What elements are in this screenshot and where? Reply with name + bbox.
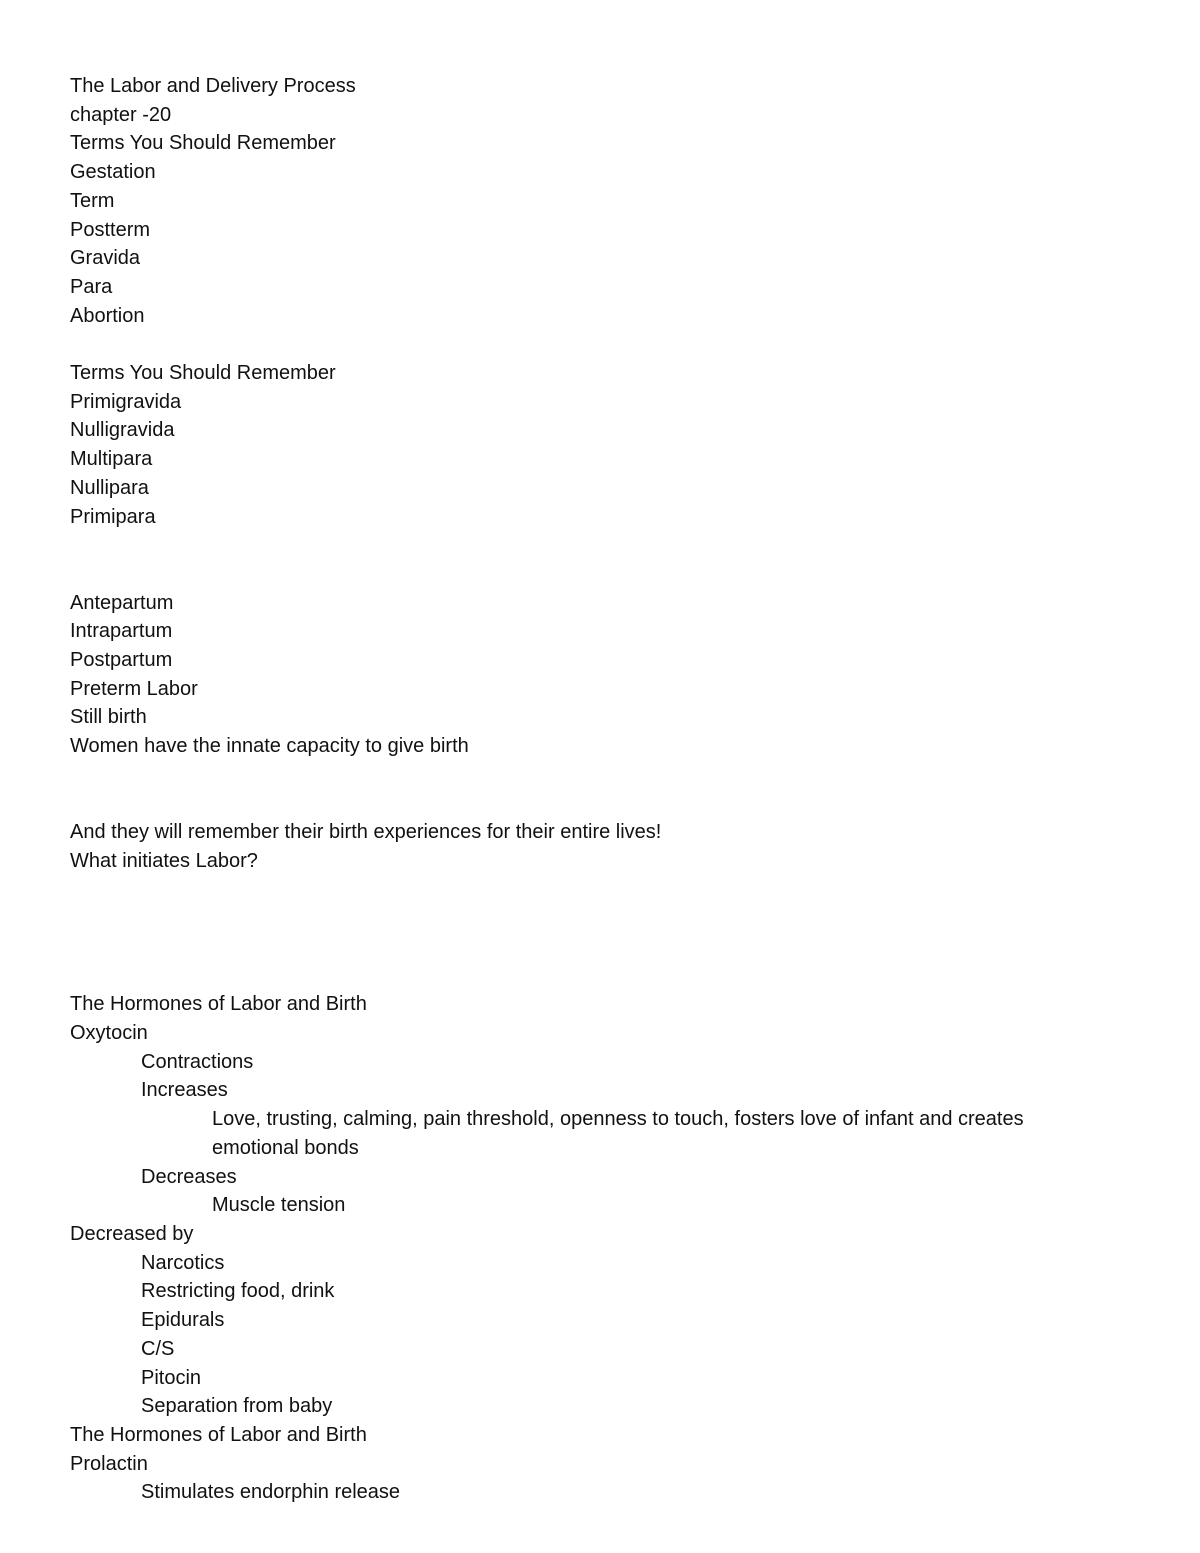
spacer [70,962,1130,991]
decreases-label: Decreases [141,1165,237,1188]
hormone-name: Prolactin [70,1452,148,1475]
remember-line: And they will remember their birth experiences for their entire lives! [70,821,662,844]
term-item: Postterm [70,218,151,241]
document-body [70,72,1130,1507]
spacer [70,790,1130,819]
term-item: Abortion [70,304,145,327]
spacer [70,761,1130,790]
decreased-by-item: Pitocin [141,1366,202,1389]
hormone-name: Oxytocin [70,1022,148,1045]
spacer [70,933,1130,962]
spacer [70,560,1130,589]
increases-label: Increases [141,1079,228,1102]
term-item: Intrapartum [70,620,173,643]
spacer [70,531,1130,560]
decreased-by-item: Separation from baby [141,1395,333,1418]
terms-heading-1: Terms You Should Remember [70,132,336,155]
decreased-by-item: Epidurals [141,1309,225,1332]
statement-line: Women have the innate capacity to give birth [70,735,469,758]
spacer [70,876,1130,905]
question-line: What initiates Labor? [70,849,258,872]
term-item: Multipara [70,448,153,471]
term-item: Nullipara [70,476,149,499]
spacer [70,330,1130,359]
term-item: Term [70,189,115,212]
decreased-by-item: C/S [141,1337,175,1360]
document-title: The Labor and Delivery Process [70,75,356,97]
decreased-by-item: Restricting food, drink [141,1280,335,1303]
term-item: Primipara [70,505,156,528]
hormones-heading-1: The Hormones of Labor and Birth [70,993,367,1016]
term-item: Preterm Labor [70,677,198,700]
term-item: Antepartum [70,591,174,614]
decreased-by-item: Narcotics [141,1251,225,1274]
increases-text: Love, trusting, calming, pain threshold, openness to touch, fosters love of infant and creates emotional bonds [212,1108,1024,1159]
spacer [70,904,1130,933]
hormone-effect: Stimulates endorphin release [141,1481,401,1504]
term-item: Para [70,275,113,298]
term-item: Primigravida [70,390,182,413]
term-item: Still birth [70,706,147,729]
term-item: Gestation [70,161,156,184]
term-item: Postpartum [70,649,173,672]
terms-heading-2: Terms You Should Remember [70,362,336,385]
decreases-text: Muscle tension [212,1194,346,1217]
chapter-label: chapter -20 [70,103,172,126]
hormones-heading-2: The Hormones of Labor and Birth [70,1423,367,1446]
term-item: Gravida [70,247,141,270]
term-item: Nulligravida [70,419,175,442]
decreased-by-label: Decreased by [70,1222,194,1245]
hormone-effect: Contractions [141,1050,254,1073]
